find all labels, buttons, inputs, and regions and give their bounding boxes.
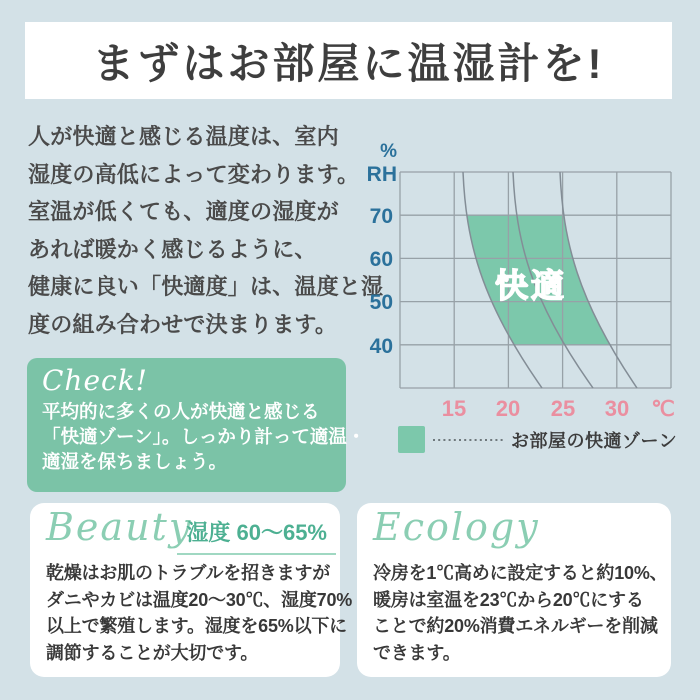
y-tick: 40 bbox=[369, 335, 393, 358]
legend-swatch bbox=[398, 426, 425, 453]
intro-line: 度の組み合わせで決まります。 bbox=[28, 311, 338, 337]
legend-label: お部屋の快適ゾーン bbox=[511, 431, 678, 451]
check-heading: Check! bbox=[42, 364, 148, 397]
beauty-line: ダニやカビは温度20〜30℃、湿度70% bbox=[46, 589, 353, 610]
x-tick: 25 bbox=[550, 396, 576, 421]
chart-legend bbox=[398, 426, 677, 453]
beauty-heading: Beauty bbox=[46, 505, 193, 549]
page-title: まずはお部屋に温湿計を! bbox=[92, 39, 605, 87]
check-line: 「快適ゾーン」。しっかり計って適温・ bbox=[42, 426, 366, 447]
y-axis-unit-percent: % bbox=[380, 141, 397, 162]
y-tick: 60 bbox=[369, 248, 393, 271]
comfort-zone-label: 快適 bbox=[495, 267, 567, 304]
beauty-line: 以上で繁殖します。湿度を65%以下に bbox=[46, 616, 347, 637]
intro-line: 湿度の高低によって変わります。 bbox=[28, 161, 360, 187]
intro-line: 人が快適と感じる温度は、室内 bbox=[28, 124, 339, 149]
check-callout bbox=[27, 358, 366, 492]
y-tick-labels bbox=[370, 205, 393, 358]
comfort-zone-chart bbox=[360, 130, 690, 465]
x-tick: 30 bbox=[604, 396, 630, 421]
ecology-body bbox=[373, 560, 667, 667]
check-line: 平均的に多くの人が快適と感じる bbox=[42, 401, 320, 422]
beauty-line: 調節することが大切です。 bbox=[46, 643, 259, 664]
ecology-line: できます。 bbox=[373, 643, 461, 664]
intro-line: あれば暖かく感じるように、 bbox=[28, 236, 317, 262]
check-line: 適湿を保ちましょう。 bbox=[42, 451, 228, 472]
header-banner bbox=[25, 22, 672, 99]
ecology-heading: Ecology bbox=[373, 505, 540, 549]
intro-line: 室温が低くても、適度の湿度が bbox=[28, 199, 339, 224]
ecology-line: 暖房は室温を23℃から20℃にする bbox=[373, 589, 644, 610]
beauty-line: 乾燥はお肌のトラブルを招きますが bbox=[46, 563, 331, 583]
y-tick: 50 bbox=[369, 291, 393, 314]
beauty-body bbox=[46, 560, 353, 667]
x-tick: 15 bbox=[441, 396, 467, 421]
intro-line: 健康に良い「快適度」は、温度と湿 bbox=[28, 274, 384, 299]
x-axis-unit-celsius: ℃ bbox=[651, 398, 675, 421]
beauty-card bbox=[30, 503, 353, 677]
x-tick-labels bbox=[442, 396, 675, 421]
x-tick: 20 bbox=[495, 396, 521, 421]
ecology-line: ことで約20%消費エネルギーを削減 bbox=[373, 616, 658, 637]
beauty-humidity-badge: 湿度 60〜65% bbox=[177, 516, 336, 555]
y-axis-unit-rh: RH bbox=[366, 163, 397, 186]
y-tick: 70 bbox=[369, 205, 393, 228]
ecology-line: 冷房を1℃高めに設定すると約10%、 bbox=[373, 563, 668, 583]
ecology-card bbox=[357, 503, 671, 677]
